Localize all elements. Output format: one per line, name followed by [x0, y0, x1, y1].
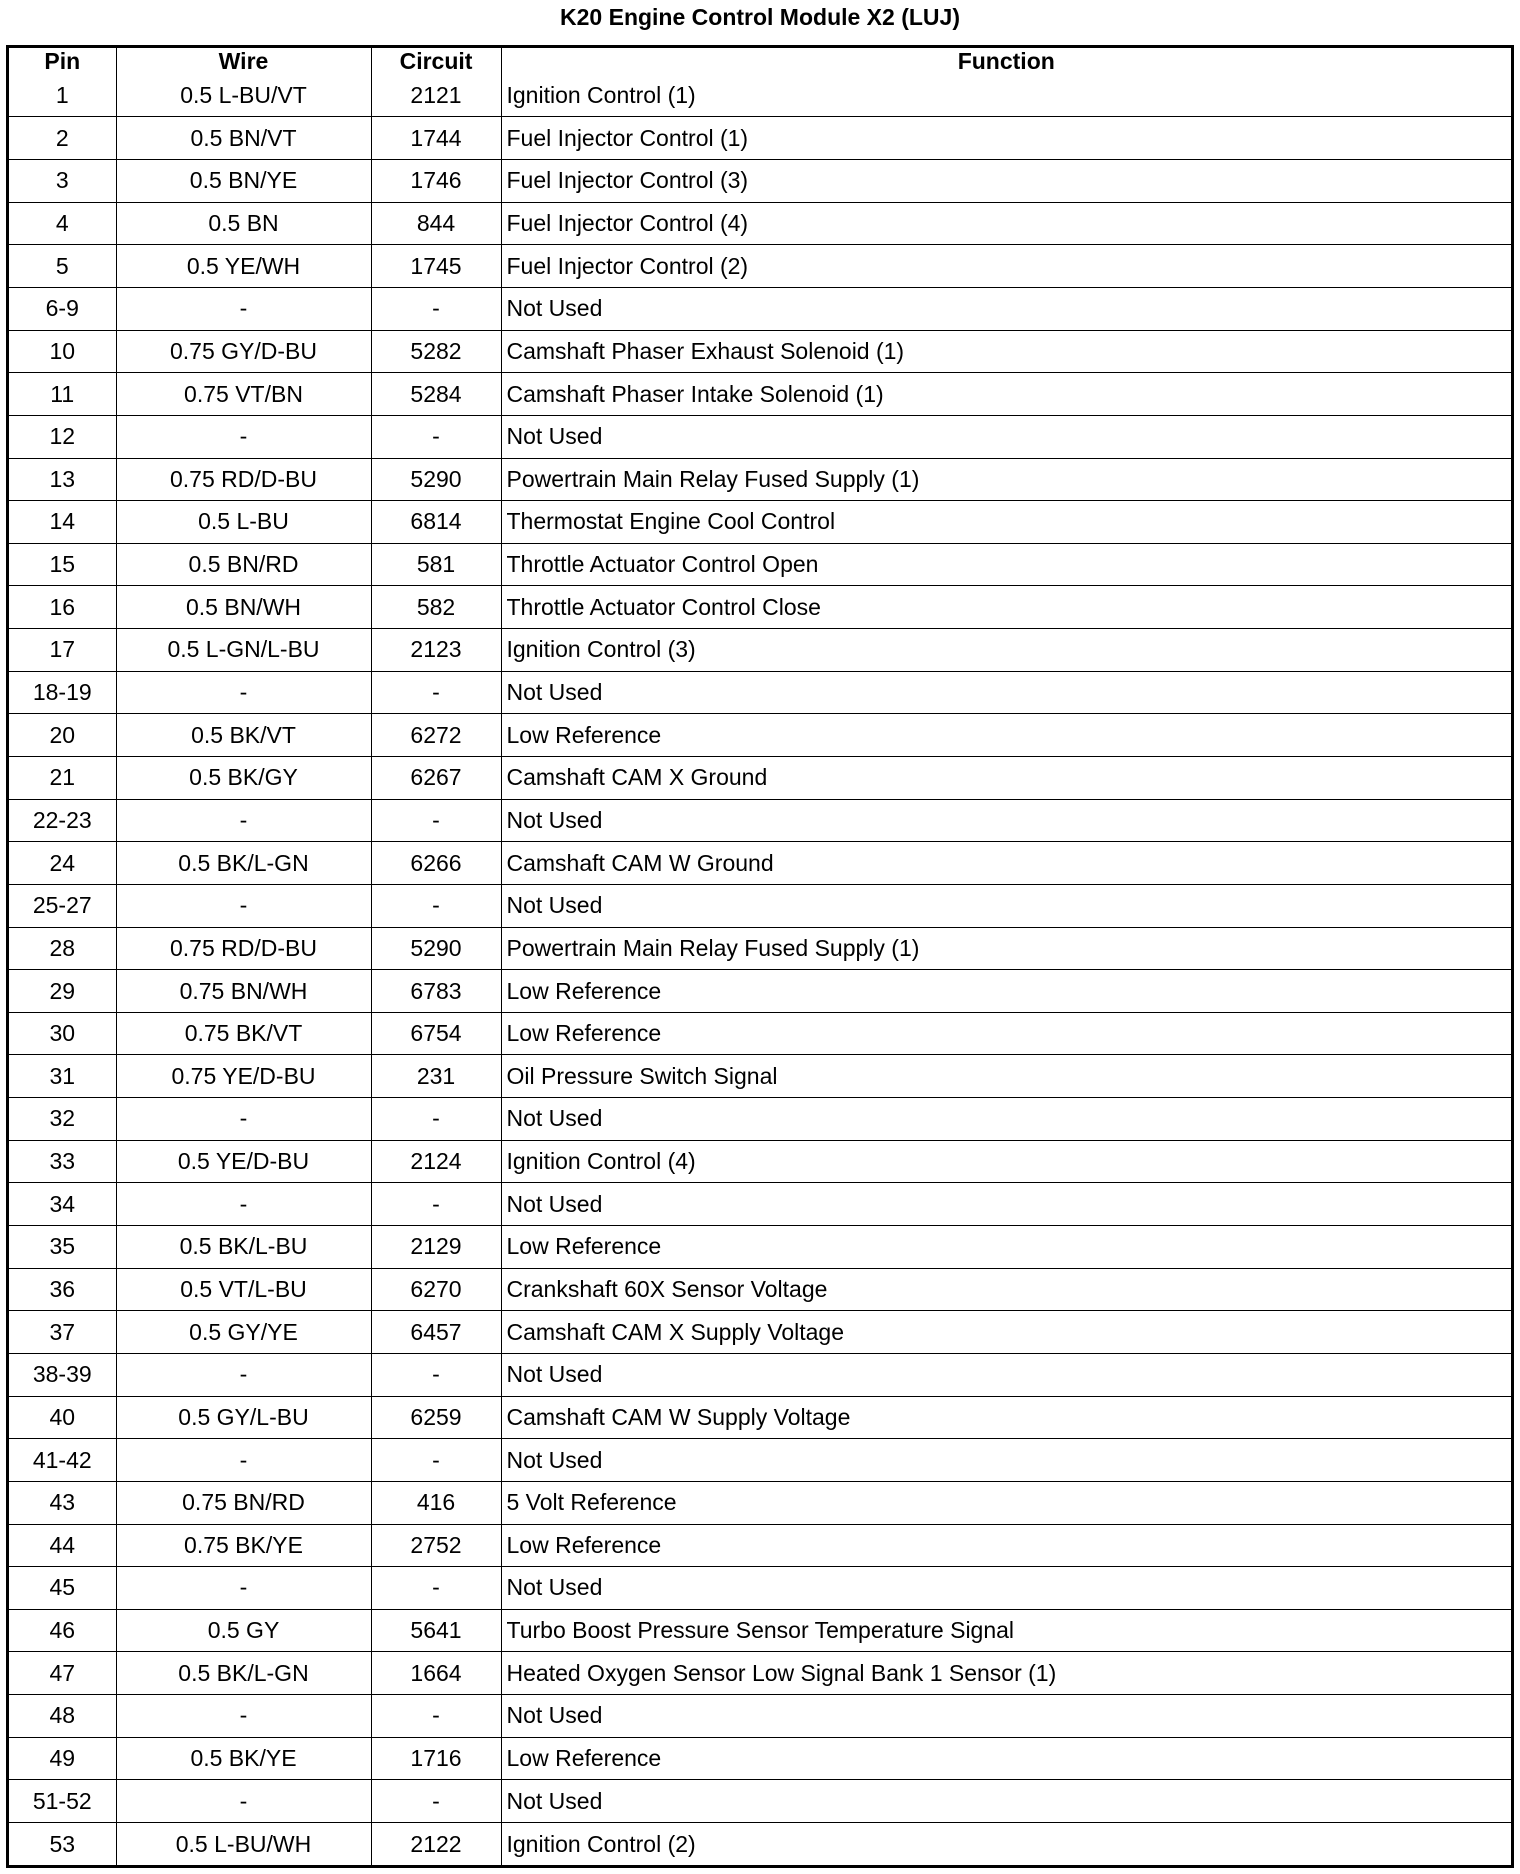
cell-circuit: -: [371, 1098, 501, 1141]
cell-wire: 0.75 BK/VT: [116, 1012, 371, 1055]
cell-pin: 29: [9, 970, 116, 1013]
cell-pin: 34: [9, 1183, 116, 1226]
cell-pin: 48: [9, 1695, 116, 1738]
table-row: [9, 1311, 1511, 1354]
cell-function: Not Used: [501, 1353, 1511, 1396]
cell-wire: 0.5 YE/WH: [116, 245, 371, 288]
cell-pin: 4: [9, 202, 116, 245]
table-row: [9, 586, 1511, 629]
cell-wire: 0.5 YE/D-BU: [116, 1140, 371, 1183]
cell-function: Not Used: [501, 1695, 1511, 1738]
table-row: [9, 1737, 1511, 1780]
table-row: [9, 1481, 1511, 1524]
cell-circuit: 1716: [371, 1737, 501, 1780]
cell-pin: 18-19: [9, 671, 116, 714]
cell-circuit: -: [371, 1567, 501, 1610]
table-row: [9, 1098, 1511, 1141]
pinout-table: [9, 48, 1511, 1865]
cell-wire: 0.5 BK/L-GN: [116, 1652, 371, 1695]
cell-circuit: 6266: [371, 842, 501, 885]
column-header-wire: Wire: [116, 48, 371, 75]
cell-function: Fuel Injector Control (2): [501, 245, 1511, 288]
cell-wire: 0.75 RD/D-BU: [116, 458, 371, 501]
table-row: [9, 202, 1511, 245]
cell-pin: 32: [9, 1098, 116, 1141]
cell-wire: -: [116, 1353, 371, 1396]
cell-function: Fuel Injector Control (4): [501, 202, 1511, 245]
cell-wire: -: [116, 1780, 371, 1823]
cell-wire: 0.75 BN/RD: [116, 1481, 371, 1524]
cell-function: Not Used: [501, 1567, 1511, 1610]
cell-pin: 12: [9, 415, 116, 458]
cell-function: Thermostat Engine Cool Control: [501, 501, 1511, 544]
cell-pin: 5: [9, 245, 116, 288]
cell-circuit: 5290: [371, 927, 501, 970]
cell-function: Camshaft CAM W Supply Voltage: [501, 1396, 1511, 1439]
table-row: [9, 330, 1511, 373]
cell-wire: 0.75 VT/BN: [116, 373, 371, 416]
cell-pin: 53: [9, 1823, 116, 1865]
table-row: [9, 117, 1511, 160]
cell-circuit: 1664: [371, 1652, 501, 1695]
table-row: [9, 757, 1511, 800]
table-row: [9, 1652, 1511, 1695]
cell-function: Camshaft CAM X Ground: [501, 757, 1511, 800]
table-row: [9, 927, 1511, 970]
cell-pin: 16: [9, 586, 116, 629]
cell-wire: 0.5 BK/YE: [116, 1737, 371, 1780]
cell-wire: 0.5 BK/L-BU: [116, 1226, 371, 1269]
cell-circuit: 2752: [371, 1524, 501, 1567]
cell-pin: 13: [9, 458, 116, 501]
cell-wire: 0.5 GY: [116, 1609, 371, 1652]
cell-function: Camshaft Phaser Exhaust Solenoid (1): [501, 330, 1511, 373]
cell-circuit: 2121: [371, 75, 501, 117]
cell-function: Crankshaft 60X Sensor Voltage: [501, 1268, 1511, 1311]
table-row: [9, 501, 1511, 544]
cell-wire: -: [116, 1439, 371, 1482]
cell-wire: 0.5 L-BU/WH: [116, 1823, 371, 1865]
cell-pin: 43: [9, 1481, 116, 1524]
cell-circuit: 2122: [371, 1823, 501, 1865]
cell-circuit: 5641: [371, 1609, 501, 1652]
table-row: [9, 1609, 1511, 1652]
cell-wire: 0.75 YE/D-BU: [116, 1055, 371, 1098]
pinout-table-container: [6, 45, 1514, 1868]
table-row: [9, 799, 1511, 842]
cell-function: Ignition Control (1): [501, 75, 1511, 117]
cell-circuit: 231: [371, 1055, 501, 1098]
cell-circuit: 6814: [371, 501, 501, 544]
cell-pin: 49: [9, 1737, 116, 1780]
cell-pin: 31: [9, 1055, 116, 1098]
cell-circuit: 6259: [371, 1396, 501, 1439]
cell-pin: 3: [9, 160, 116, 203]
table-row: [9, 1695, 1511, 1738]
cell-wire: -: [116, 884, 371, 927]
table-row: [9, 1823, 1511, 1865]
cell-wire: -: [116, 1695, 371, 1738]
cell-pin: 10: [9, 330, 116, 373]
cell-wire: 0.5 GY/L-BU: [116, 1396, 371, 1439]
table-row: [9, 842, 1511, 885]
cell-wire: -: [116, 799, 371, 842]
page-title: K20 Engine Control Module X2 (LUJ): [560, 4, 960, 30]
cell-function: Ignition Control (3): [501, 629, 1511, 672]
cell-wire: 0.5 L-GN/L-BU: [116, 629, 371, 672]
cell-function: Not Used: [501, 415, 1511, 458]
cell-wire: -: [116, 287, 371, 330]
cell-circuit: 5284: [371, 373, 501, 416]
cell-wire: 0.5 BK/L-GN: [116, 842, 371, 885]
table-row: [9, 373, 1511, 416]
cell-function: Throttle Actuator Control Close: [501, 586, 1511, 629]
cell-pin: 46: [9, 1609, 116, 1652]
cell-function: Not Used: [501, 1439, 1511, 1482]
cell-function: Oil Pressure Switch Signal: [501, 1055, 1511, 1098]
cell-function: Not Used: [501, 1098, 1511, 1141]
cell-pin: 21: [9, 757, 116, 800]
table-row: [9, 75, 1511, 117]
cell-function: Not Used: [501, 287, 1511, 330]
table-row: [9, 1012, 1511, 1055]
cell-function: Ignition Control (2): [501, 1823, 1511, 1865]
table-row: [9, 1567, 1511, 1610]
cell-wire: -: [116, 671, 371, 714]
cell-circuit: -: [371, 287, 501, 330]
cell-circuit: 6270: [371, 1268, 501, 1311]
cell-function: Not Used: [501, 884, 1511, 927]
cell-function: Camshaft CAM W Ground: [501, 842, 1511, 885]
table-row: [9, 970, 1511, 1013]
cell-pin: 20: [9, 714, 116, 757]
cell-pin: 44: [9, 1524, 116, 1567]
cell-wire: 0.5 VT/L-BU: [116, 1268, 371, 1311]
cell-circuit: -: [371, 1439, 501, 1482]
table-row: [9, 245, 1511, 288]
cell-circuit: 844: [371, 202, 501, 245]
table-row: [9, 415, 1511, 458]
cell-circuit: 1744: [371, 117, 501, 160]
cell-pin: 11: [9, 373, 116, 416]
cell-wire: -: [116, 1183, 371, 1226]
cell-circuit: 6272: [371, 714, 501, 757]
cell-wire: 0.5 L-BU: [116, 501, 371, 544]
table-row: [9, 287, 1511, 330]
header-row: [9, 48, 1511, 75]
cell-circuit: -: [371, 671, 501, 714]
cell-function: Powertrain Main Relay Fused Supply (1): [501, 927, 1511, 970]
cell-wire: -: [116, 1098, 371, 1141]
cell-circuit: 6457: [371, 1311, 501, 1354]
cell-circuit: -: [371, 1780, 501, 1823]
table-row: [9, 714, 1511, 757]
table-body: [9, 75, 1511, 1865]
table-row: [9, 1439, 1511, 1482]
table-row: [9, 671, 1511, 714]
cell-pin: 28: [9, 927, 116, 970]
table-row: [9, 1524, 1511, 1567]
cell-circuit: 5282: [371, 330, 501, 373]
cell-wire: -: [116, 415, 371, 458]
table-row: [9, 1183, 1511, 1226]
cell-pin: 33: [9, 1140, 116, 1183]
cell-pin: 35: [9, 1226, 116, 1269]
cell-circuit: -: [371, 1353, 501, 1396]
cell-wire: 0.5 BN/WH: [116, 586, 371, 629]
cell-function: Low Reference: [501, 1226, 1511, 1269]
cell-pin: 36: [9, 1268, 116, 1311]
table-row: [9, 1140, 1511, 1183]
cell-pin: 47: [9, 1652, 116, 1695]
cell-circuit: 6783: [371, 970, 501, 1013]
cell-wire: 0.75 GY/D-BU: [116, 330, 371, 373]
column-header-pin: Pin: [9, 48, 116, 75]
cell-circuit: 6754: [371, 1012, 501, 1055]
cell-wire: 0.5 BN/RD: [116, 543, 371, 586]
cell-function: Turbo Boost Pressure Sensor Temperature Signal: [501, 1609, 1511, 1652]
cell-wire: 0.75 RD/D-BU: [116, 927, 371, 970]
table-row: [9, 1780, 1511, 1823]
cell-circuit: -: [371, 1695, 501, 1738]
table-row: [9, 1055, 1511, 1098]
cell-function: Fuel Injector Control (1): [501, 117, 1511, 160]
cell-circuit: -: [371, 1183, 501, 1226]
table-row: [9, 1226, 1511, 1269]
table-row: [9, 1268, 1511, 1311]
cell-wire: 0.75 BN/WH: [116, 970, 371, 1013]
cell-wire: 0.5 BN/YE: [116, 160, 371, 203]
cell-pin: 1: [9, 75, 116, 117]
cell-pin: 6-9: [9, 287, 116, 330]
cell-function: Not Used: [501, 1183, 1511, 1226]
table-row: [9, 629, 1511, 672]
cell-circuit: 6267: [371, 757, 501, 800]
cell-pin: 25-27: [9, 884, 116, 927]
cell-function: Powertrain Main Relay Fused Supply (1): [501, 458, 1511, 501]
cell-function: Not Used: [501, 671, 1511, 714]
cell-circuit: -: [371, 884, 501, 927]
cell-wire: 0.5 BN/VT: [116, 117, 371, 160]
cell-pin: 38-39: [9, 1353, 116, 1396]
cell-wire: 0.5 BK/GY: [116, 757, 371, 800]
cell-wire: 0.5 GY/YE: [116, 1311, 371, 1354]
cell-function: Low Reference: [501, 1737, 1511, 1780]
cell-function: Ignition Control (4): [501, 1140, 1511, 1183]
cell-pin: 51-52: [9, 1780, 116, 1823]
cell-function: Not Used: [501, 799, 1511, 842]
cell-function: Camshaft Phaser Intake Solenoid (1): [501, 373, 1511, 416]
cell-circuit: -: [371, 799, 501, 842]
cell-function: Low Reference: [501, 714, 1511, 757]
cell-function: Low Reference: [501, 1524, 1511, 1567]
cell-circuit: -: [371, 415, 501, 458]
table-row: [9, 1353, 1511, 1396]
table-row: [9, 160, 1511, 203]
cell-circuit: 581: [371, 543, 501, 586]
cell-pin: 40: [9, 1396, 116, 1439]
cell-pin: 37: [9, 1311, 116, 1354]
cell-pin: 45: [9, 1567, 116, 1610]
cell-pin: 30: [9, 1012, 116, 1055]
cell-pin: 17: [9, 629, 116, 672]
cell-function: Low Reference: [501, 970, 1511, 1013]
cell-wire: 0.75 BK/YE: [116, 1524, 371, 1567]
cell-pin: 24: [9, 842, 116, 885]
cell-circuit: 1746: [371, 160, 501, 203]
cell-pin: 41-42: [9, 1439, 116, 1482]
cell-function: Not Used: [501, 1780, 1511, 1823]
cell-circuit: 2123: [371, 629, 501, 672]
cell-pin: 14: [9, 501, 116, 544]
cell-pin: 22-23: [9, 799, 116, 842]
cell-wire: 0.5 BK/VT: [116, 714, 371, 757]
cell-wire: 0.5 BN: [116, 202, 371, 245]
cell-function: Camshaft CAM X Supply Voltage: [501, 1311, 1511, 1354]
cell-circuit: 2129: [371, 1226, 501, 1269]
cell-function: 5 Volt Reference: [501, 1481, 1511, 1524]
cell-circuit: 2124: [371, 1140, 501, 1183]
cell-circuit: 582: [371, 586, 501, 629]
cell-function: Heated Oxygen Sensor Low Signal Bank 1 Sensor (1): [501, 1652, 1511, 1695]
table-row: [9, 543, 1511, 586]
column-header-circuit: Circuit: [371, 48, 501, 75]
column-header-function: Function: [501, 48, 1511, 75]
cell-circuit: 416: [371, 1481, 501, 1524]
cell-pin: 2: [9, 117, 116, 160]
cell-circuit: 1745: [371, 245, 501, 288]
cell-function: Low Reference: [501, 1012, 1511, 1055]
cell-function: Fuel Injector Control (3): [501, 160, 1511, 203]
cell-wire: -: [116, 1567, 371, 1610]
table-row: [9, 884, 1511, 927]
table-row: [9, 458, 1511, 501]
table-row: [9, 1396, 1511, 1439]
cell-wire: 0.5 L-BU/VT: [116, 75, 371, 117]
cell-function: Throttle Actuator Control Open: [501, 543, 1511, 586]
cell-pin: 15: [9, 543, 116, 586]
cell-circuit: 5290: [371, 458, 501, 501]
